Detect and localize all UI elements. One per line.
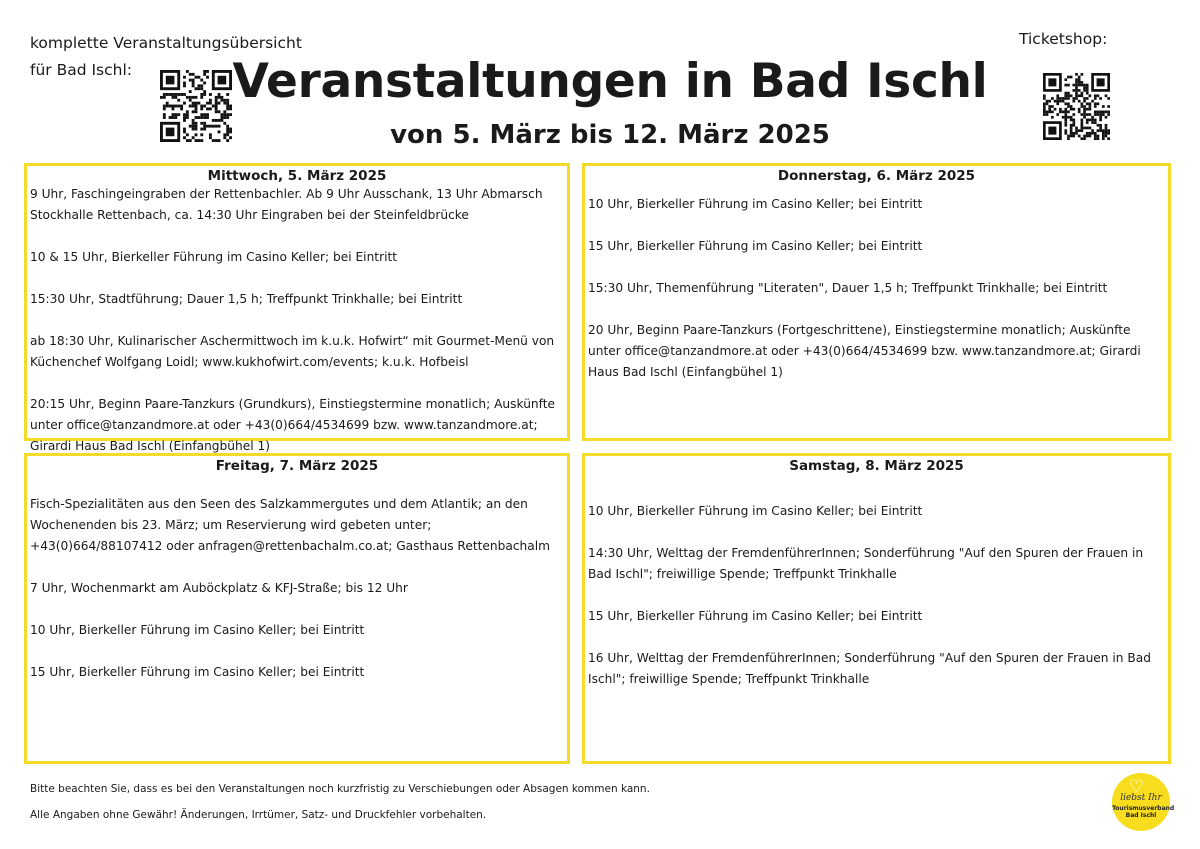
day-box-thursday bbox=[582, 163, 1171, 441]
qr-code-icon[interactable] bbox=[160, 70, 232, 142]
event-item: 15 Uhr, Bierkeller Führung im Casino Keller; bei Eintritt bbox=[30, 665, 365, 679]
event-item: ab 18:30 Uhr, Kulinarischer Aschermittwoch im k.u.k. Hofwirt“ mit Gourmet-Menü von Küchenchef Wolfgang Loidl; www.kukhofwirt.com/events; k.u.k. Hofbeisl bbox=[30, 334, 555, 369]
event-item: 9 Uhr, Faschingeingraben der Rettenbachler. Ab 9 Uhr Ausschank, 13 Uhr Abmarsch Stockhalle Rettenbach, ca. 14:30 Uhr Eingraben bei der Steinfeldbrücke bbox=[30, 187, 543, 222]
ticketshop-label: Ticketshop: bbox=[1019, 30, 1108, 48]
day-heading: Freitag, 7. März 2025 bbox=[215, 458, 379, 474]
day-box-friday bbox=[24, 453, 570, 764]
qr-code-icon[interactable] bbox=[1043, 73, 1110, 140]
event-item: 10 Uhr, Bierkeller Führung im Casino Keller; bei Eintritt bbox=[30, 623, 365, 637]
day-heading: Donnerstag, 6. März 2025 bbox=[777, 168, 976, 184]
tourism-logo bbox=[1112, 773, 1175, 831]
event-item: 20 Uhr, Beginn Paare-Tanzkurs (Fortgeschrittene), Einstiegstermine monatlich; Auskünfte unter office@tanzandmore.at oder +43(0)664/4534699 bzw. www.tanzandmore.at; Girardi Haus Bad Ischl (Einfangbühel 1) bbox=[588, 323, 1141, 379]
intro-text: komplette Veranstaltungsübersicht für Bad Ischl: bbox=[30, 34, 302, 79]
event-item: 10 & 15 Uhr, Bierkeller Führung im Casino Keller; bei Eintritt bbox=[30, 250, 398, 264]
event-item: 10 Uhr, Bierkeller Führung im Casino Keller; bei Eintritt bbox=[588, 504, 923, 518]
day-heading: Mittwoch, 5. März 2025 bbox=[207, 168, 387, 184]
day-box-saturday bbox=[582, 453, 1171, 764]
event-item: 7 Uhr, Wochenmarkt am Auböckplatz & KFJ-Straße; bis 12 Uhr bbox=[30, 581, 408, 595]
event-item: 16 Uhr, Welttag der FremdenführerInnen; Sonderführung "Auf den Spuren der Frauen in Bad Ischl"; freiwillige Spende; Treffpunkt Trinkhalle bbox=[588, 651, 1151, 686]
logo-script: liebst Ihr bbox=[1120, 793, 1162, 803]
footer-note: Bitte beachten Sie, dass es bei den Veranstaltungen noch kurzfristig zu Verschiebungen oder Absagen kommen kann. bbox=[30, 783, 650, 795]
event-item: 15:30 Uhr, Stadtführung; Dauer 1,5 h; Treffpunkt Trinkhalle; bei Eintritt bbox=[30, 292, 463, 306]
day-heading: Samstag, 8. März 2025 bbox=[789, 458, 964, 474]
event-item: 15 Uhr, Bierkeller Führung im Casino Keller; bei Eintritt bbox=[588, 239, 923, 253]
event-item: 15:30 Uhr, Themenführung "Literaten", Dauer 1,5 h; Treffpunkt Trinkhalle; bei Eintritt bbox=[588, 281, 1108, 295]
logo-org: Tourismusverband Bad Ischl bbox=[1112, 805, 1175, 819]
day-box-wednesday bbox=[24, 163, 570, 453]
event-item: 15 Uhr, Bierkeller Führung im Casino Keller; bei Eintritt bbox=[588, 609, 923, 623]
event-item: 20:15 Uhr, Beginn Paare-Tanzkurs (Grundkurs), Einstiegstermine monatlich; Auskünfte unter office@tanzandmore.at oder +43(0)664/4534699 bzw. www.tanzandmore.at; Girardi Haus Bad Ischl (Einfangbühel 1) bbox=[30, 397, 555, 453]
event-item: 14:30 Uhr, Welttag der FremdenführerInnen; Sonderführung "Auf den Spuren der Frauen in Bad Ischl"; freiwillige Spende; Treffpunkt Trinkhalle bbox=[588, 546, 1144, 581]
heart-logo-icon: ♡ bbox=[1129, 777, 1145, 797]
footer-disclaimer: Alle Angaben ohne Gewähr! Änderungen, Irrtümer, Satz- und Druckfehler vorbehalten. bbox=[30, 809, 487, 821]
event-list bbox=[585, 194, 1168, 383]
event-list bbox=[27, 184, 567, 457]
event-item: Fisch-Spezialitäten aus den Seen des Salzkammergutes und dem Atlantik; an den Wochenenden bis 23. März; um Reservierung wird gebeten unter; +43(0)664/88107412 oder anfragen@rettenbachalm.co.at; Gasthaus Rettenbachalm bbox=[30, 497, 550, 553]
page-title: Veranstaltungen in Bad Ischl bbox=[232, 54, 988, 109]
page-subtitle: von 5. März bis 12. März 2025 bbox=[390, 120, 830, 150]
event-list bbox=[27, 494, 567, 683]
event-list bbox=[585, 501, 1168, 690]
event-item: 10 Uhr, Bierkeller Führung im Casino Keller; bei Eintritt bbox=[588, 197, 923, 211]
